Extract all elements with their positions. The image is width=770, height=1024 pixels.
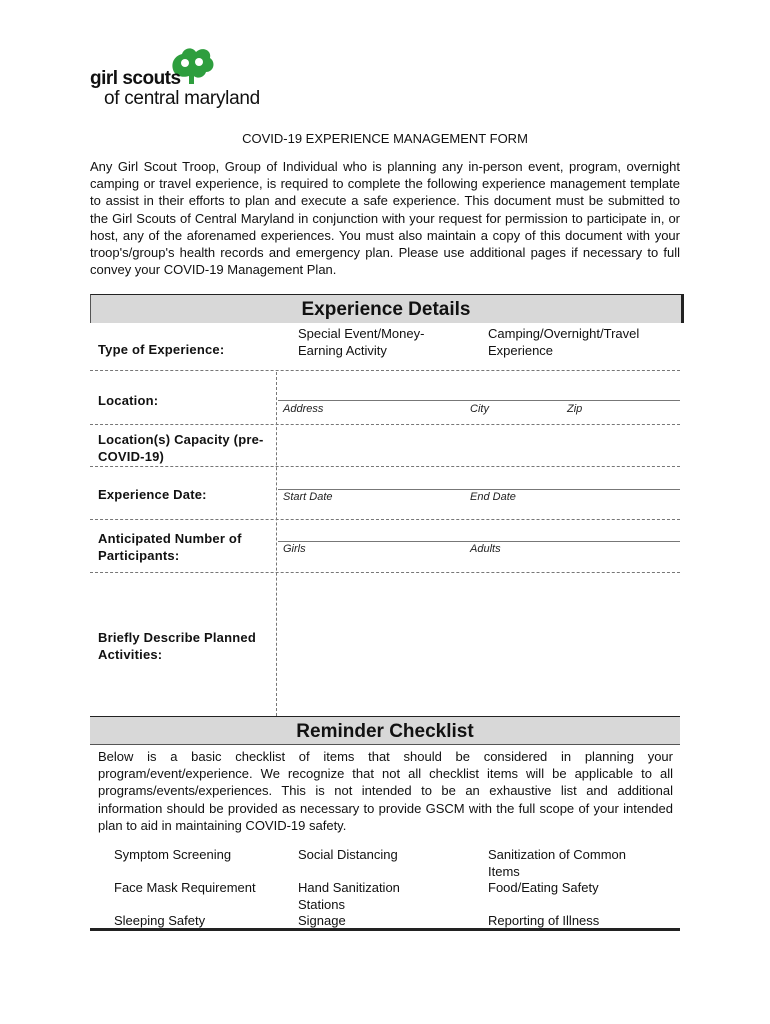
checklist-item-food-safety: Food/Eating Safety [488,880,599,895]
adults-hint: Adults [470,543,501,555]
address-hint: Address [283,403,324,415]
type-of-experience-label: Type of Experience: [98,342,225,357]
participants-label: Anticipated Number of Participants: [98,531,242,563]
experience-details-heading: Experience Details [90,294,684,323]
checklist-item-sanitization: Sanitization of Common Items [488,847,627,879]
checklist-item-social-distancing: Social Distancing [298,847,398,862]
checklist-item-signage: Signage [298,913,346,928]
experience-date-label: Experience Date: [98,487,207,502]
intro-paragraph: Any Girl Scout Troop, Group of Individual who is planning any in-person event, program, overnight camping or travel experience, is required to complete the following experience management template to assist in their efforts to plan and execute a safe experience. This document must be submitted to the Girl Scouts of Central Maryland in conjunction with your request for permission to participate in, or host, any of the aforenamed experiences. You must also maintain a copy of this document with your troop's/group's health records and emergency plan. Please use additional pages if necessary to full convey your COVID-19 Management Plan. [90,159,680,278]
date-input-line[interactable] [278,489,680,490]
checklist-intro: Below is a basic checklist of items that should be considered in planning your program/event/experience. We recognize that not all checklist items will be applicable to all programs/events/experiences. This is not intended to be an exhaustive list and additional information should be provided as necessary to provide GSCM with the full scope of your intended plan to aid in maintaining COVID-19 safety. [98,749,673,833]
bottom-rule [90,928,680,931]
logo-text-girl-scouts: girl scouts [90,68,181,89]
zip-hint: Zip [567,403,583,415]
start-date-hint: Start Date [283,491,333,503]
checklist-item-hand-sanitization: Hand Sanitization Stations [298,880,400,912]
location-label: Location: [98,393,159,408]
activities-label: Briefly Describe Planned Activities: [98,630,256,662]
divider [90,424,680,425]
checklist-item-sleeping-safety: Sleeping Safety [114,913,206,928]
checklist-item-face-mask: Face Mask Requirement [114,880,256,895]
checklist-item-symptom-screening: Symptom Screening [114,847,232,862]
logo-text-council: of central maryland [104,88,260,109]
location-input-line[interactable] [278,400,680,401]
reminder-checklist-heading: Reminder Checklist [90,716,680,745]
page-title: COVID-19 EXPERIENCE MANAGEMENT FORM [242,131,528,146]
divider [90,519,680,520]
city-hint: City [470,403,489,415]
end-date-hint: End Date [470,491,516,503]
type-option-special-event[interactable]: Special Event/Money-Earning Activity [298,326,425,358]
girls-hint: Girls [283,543,306,555]
type-option-camping[interactable]: Camping/Overnight/Travel Experience [488,326,640,358]
divider [90,572,680,573]
participants-input-line[interactable] [278,541,680,542]
activities-input-area[interactable] [278,574,680,714]
capacity-label: Location(s) Capacity (pre-COVID-19) [98,432,264,464]
checklist-item-reporting-illness: Reporting of Illness [488,913,600,928]
divider [90,370,680,371]
divider [90,466,680,467]
